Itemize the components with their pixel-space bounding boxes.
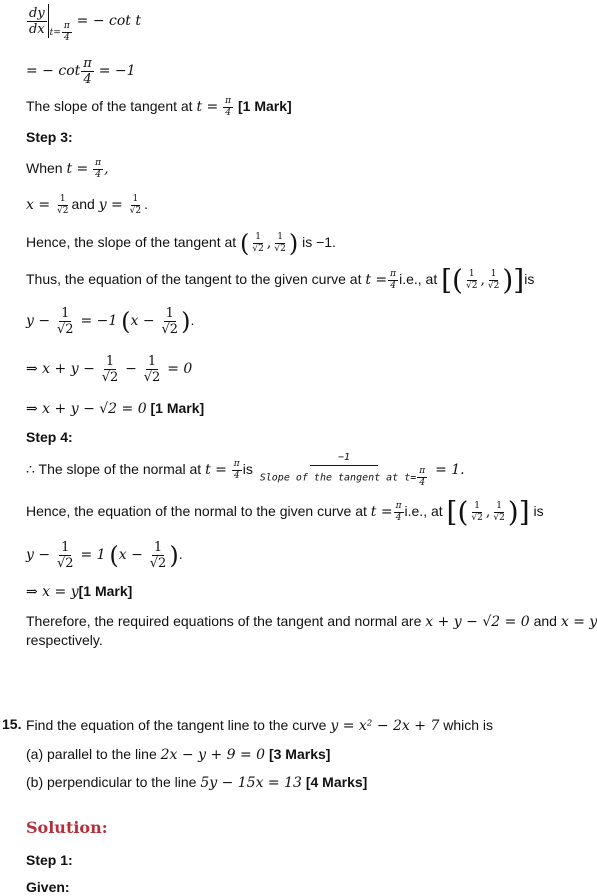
x-y-values-line: x = $\frac{1}{√2}$ and y = $\frac{1}{√2}$ . <box>26 193 149 216</box>
implication-3: ⇒ x = y[1 Mark] <box>26 583 133 600</box>
step-3-heading: Step 3: <box>26 129 73 145</box>
normal-equation: y − $\frac{1}{√2}$ = 1 (x − $\frac{1}{√2}$ ). <box>26 539 183 571</box>
implication-1: ⇒ x + y − $\frac{1}{√2}$ − $\frac{1}{√2}$ = 0 <box>26 353 193 385</box>
given-heading: Given: <box>26 879 70 895</box>
tangent-equation: y − $\frac{1}{√2}$ = −1 (x − $\frac{1}{√2}$ ). <box>26 305 195 337</box>
cot-value-line: = − cot $\frac{\pi}{4}$ = −1 <box>26 55 136 87</box>
when-line: When t = $\frac{\pi}{4}$ , <box>26 157 109 180</box>
question-number: 15. <box>2 716 22 732</box>
part-a: (a) parallel to the line 2x − y + 9 = 0 [3 Marks] <box>26 746 331 763</box>
hence-slope-line: Hence, the slope of the tangent at ( $\frac{1}{√2}$ , $\frac{1}{√2}$ ) is −1. <box>26 229 336 258</box>
evaluation-bar <box>48 4 49 38</box>
solution-heading: Solution: <box>26 818 108 837</box>
evaluation-subscript: t= π 4 <box>49 21 70 43</box>
conclusion-line-2: respectively. <box>26 632 103 648</box>
step-1-heading: Step 1: <box>26 852 73 868</box>
dy-dx-fraction: $\frac{dy}{dx}$ <box>29 5 45 37</box>
normal-slope-line: ∴ The slope of the normal at t = $\frac{\pi}{4}$ is −1 Slope of the tangent at t= $\frac{\pi}{4}$ = 1. <box>26 452 465 488</box>
hence-normal-line: Hence, the equation of the normal to the given curve at t = $\frac{\pi}{4}$ i.e., at [( $\frac{1}{√2}$ , $\frac{1}{√2}$ )] is <box>26 495 544 529</box>
question-15-text: Find the equation of the tangent line to the curve y = x² − 2x + 7 which is <box>26 717 494 734</box>
normal-slope-fraction: −1 Slope of the tangent at t= $\frac{\pi}{4}$ <box>259 452 426 488</box>
part-b: (b) perpendicular to the line 5y − 15x = 13 [4 Marks] <box>26 774 368 791</box>
mark-label: [1 Mark] <box>237 98 292 114</box>
step-4-heading: Step 4: <box>26 429 73 445</box>
implication-2: ⇒ x + y − √2 = 0 [1 Mark] <box>26 400 205 417</box>
derivative-line: $\frac{dy}{dx}$ $_{t= \frac{\pi}{4}}$ = − cot t <box>29 5 141 43</box>
thus-tangent-line: Thus, the equation of the tangent to the given curve at t = $\frac{\pi}{4}$ i.e., at [( $\frac{1}{√2}$ , $\frac{1}{√2}$ )]is <box>26 263 535 297</box>
conclusion-line-1: Therefore, the required equations of the tangent and normal are x + y − √2 = 0 and x = y <box>26 613 597 630</box>
slope-statement: The slope of the tangent at t = $\frac{\pi}{4}$ [1 Mark] <box>26 95 292 118</box>
